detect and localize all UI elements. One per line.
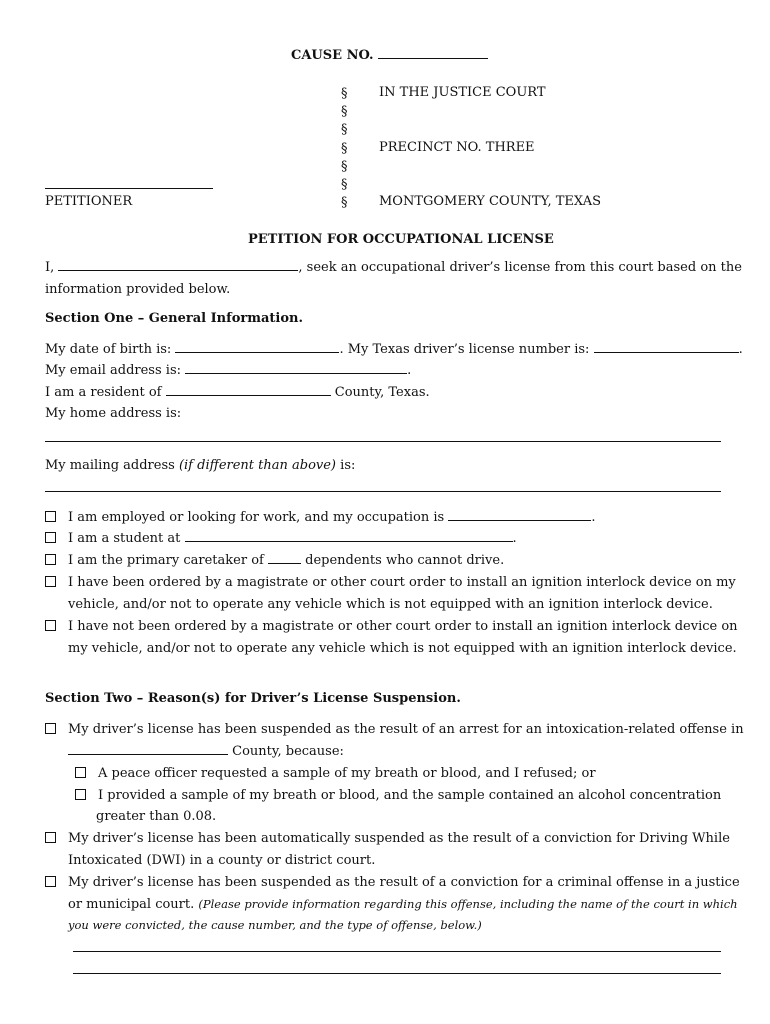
criminal-line-2 <box>68 897 738 912</box>
dwi-text: My driver’s license has been automatically suspended as the result of a conviction for Driving While <box>68 831 730 846</box>
reason-intoxication <box>45 722 744 737</box>
dwi-text-2: Intoxicated (DWI) in a county or district court. <box>68 853 376 868</box>
criminal-note-2: you were convicted, the cause number, and the type of offense, below.) <box>68 918 482 932</box>
occupation-blank[interactable] <box>448 510 591 521</box>
email-line: My email address is: . <box>45 363 412 378</box>
offense-details-blank-1[interactable] <box>73 951 721 952</box>
intro-text: , seek an occupational driver’s license from this court based on the <box>298 260 742 275</box>
not-ordered-text-2: my vehicle, and/or not to operate any vehicle which is not equipped with an ignition interlock device. <box>68 641 737 656</box>
dependents-blank[interactable] <box>268 553 301 564</box>
reason-refused <box>75 766 596 781</box>
section-sign: § <box>341 177 348 193</box>
mailing-note: (if different than above) <box>178 458 337 473</box>
check-caretaker <box>45 553 504 568</box>
reason-sample <box>75 788 721 803</box>
employed-text: I am employed or looking for work, and my occupation is <box>68 510 445 525</box>
mailing-label: My mailing address <box>45 458 175 473</box>
student-checkbox[interactable] <box>45 532 56 543</box>
resident-county-text: County, Texas. <box>334 385 430 400</box>
criminal-text: My driver’s license has been suspended as the result of a conviction for a criminal offense in a justice <box>68 875 740 890</box>
section-sign: § <box>341 86 348 101</box>
intoxication-county-line <box>68 744 344 759</box>
employed-checkbox[interactable] <box>45 511 56 522</box>
cause-number-blank[interactable] <box>378 48 488 59</box>
sample-text: I provided a sample of my breath or blood, and the sample contained an alcohol concentration <box>98 788 722 803</box>
mailing-is: is: <box>340 458 356 473</box>
reason-criminal <box>45 875 740 890</box>
petitioner-label: PETITIONER <box>45 194 133 209</box>
intro-text-2: information provided below. <box>45 282 231 297</box>
cause-label: CAUSE NO. <box>291 48 374 63</box>
home-address-label: My home address is: <box>45 406 182 421</box>
court-name: IN THE JUSTICE COURT <box>379 85 546 100</box>
intoxication-county-text: County, because: <box>232 744 344 759</box>
mailing-address-blank[interactable] <box>45 491 721 492</box>
reason-dwi <box>45 831 730 846</box>
ordered-text: I have been ordered by a magistrate or other court order to install an ignition interlock device on my <box>68 575 736 590</box>
student-text: I am a student at <box>68 531 181 546</box>
section-one-heading: Section One – General Information. <box>45 311 304 326</box>
not-ordered-interlock-checkbox[interactable] <box>45 620 56 631</box>
ordered-interlock-checkbox[interactable] <box>45 576 56 587</box>
email-label: My email address is: <box>45 363 181 378</box>
mailing-line <box>45 458 355 473</box>
petitioner-name-blank[interactable] <box>45 188 213 189</box>
section-sign: § <box>341 104 348 120</box>
criminal-note: (Please provide information regarding this offense, including the name of the court in which <box>198 897 738 911</box>
ordered-text-2: vehicle, and/or not to operate any vehicle which is not equipped with an ignition interlock device. <box>68 597 713 612</box>
check-ordered <box>45 575 736 590</box>
dl-number-label: . My Texas driver’s license number is: <box>339 342 590 357</box>
check-not-ordered <box>45 619 738 634</box>
precinct: PRECINCT NO. THREE <box>379 140 535 155</box>
dob-line: My date of birth is: . My Texas driver’s license number is: . <box>45 342 743 357</box>
section-signs <box>341 85 348 212</box>
intro-line <box>45 260 742 275</box>
cause-number-line <box>291 48 488 63</box>
resident-line <box>45 385 430 400</box>
sample-checkbox[interactable] <box>75 789 86 800</box>
criminal-text-2: or municipal court. <box>68 897 195 912</box>
refused-text: A peace officer requested a sample of my breath or blood, and I refused; or <box>98 766 596 781</box>
check-employed: I am employed or looking for work, and my occupation is . <box>45 510 595 525</box>
section-sign: § <box>341 195 348 211</box>
name-blank[interactable] <box>58 260 298 271</box>
intoxication-text: My driver’s license has been suspended as the result of an arrest for an intoxication-related offense in <box>68 722 744 737</box>
dob-blank[interactable] <box>175 342 339 353</box>
offense-details-blank-2[interactable] <box>73 973 721 974</box>
caretaker-text-2: dependents who cannot drive. <box>305 553 505 568</box>
document-title: PETITION FOR OCCUPATIONAL LICENSE <box>248 232 554 247</box>
section-sign: § <box>341 122 348 138</box>
county-blank[interactable] <box>166 385 331 396</box>
school-blank[interactable] <box>185 531 513 542</box>
dob-label: My date of birth is: <box>45 342 172 357</box>
criminal-offense-checkbox[interactable] <box>45 876 56 887</box>
check-student: I am a student at . <box>45 531 517 546</box>
resident-label: I am a resident of <box>45 385 162 400</box>
caretaker-checkbox[interactable] <box>45 554 56 565</box>
refused-checkbox[interactable] <box>75 767 86 778</box>
arrest-county-blank[interactable] <box>68 744 228 755</box>
dwi-checkbox[interactable] <box>45 832 56 843</box>
sample-text-2: greater than 0.08. <box>96 809 217 824</box>
intro-i: I, <box>45 260 55 275</box>
caretaker-text: I am the primary caretaker of <box>68 553 264 568</box>
section-sign: § <box>341 158 348 174</box>
section-sign: § <box>341 140 348 156</box>
intoxication-checkbox[interactable] <box>45 723 56 734</box>
email-blank[interactable] <box>185 363 407 374</box>
county: MONTGOMERY COUNTY, TEXAS <box>379 194 601 209</box>
dl-number-blank[interactable] <box>594 342 739 353</box>
home-address-blank[interactable] <box>45 441 721 442</box>
section-two-heading: Section Two – Reason(s) for Driver’s License Suspension. <box>45 691 461 706</box>
not-ordered-text: I have not been ordered by a magistrate or other court order to install an ignition interlock device on <box>68 619 738 634</box>
